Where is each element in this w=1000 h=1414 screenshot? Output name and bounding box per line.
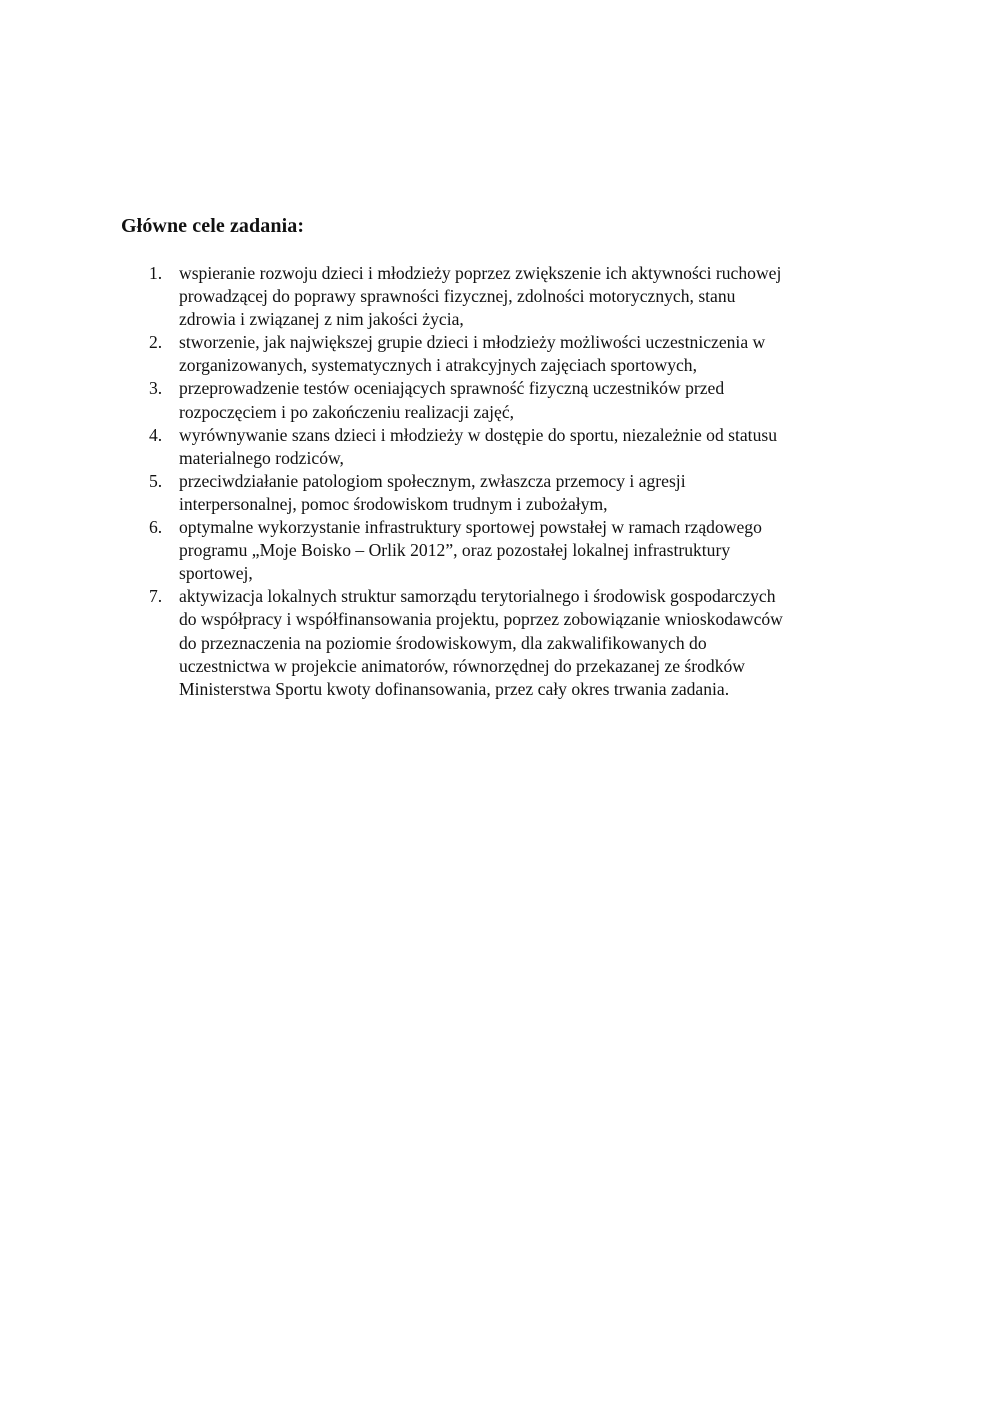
list-item-goal-7 — [146, 585, 886, 700]
list-item-goal-5 — [146, 470, 886, 516]
list-item-text-line: rozpoczęciem i po zakończeniu realizacji zajęć, — [179, 401, 515, 422]
list-item-goal-2 — [146, 331, 886, 377]
list-item-goal-6 — [146, 516, 886, 585]
list-item-text-line: interpersonalnej, pomoc środowiskom trudnym i zubożałym, — [179, 493, 608, 514]
list-item-text-line: przeprowadzenie testów oceniających sprawność fizyczną uczestników przed — [179, 378, 725, 399]
list-item-text-line: do przeznaczenia na poziomie środowiskowym, dla zakwalifikowanych do — [179, 632, 707, 653]
list-number: 5. — [149, 470, 163, 491]
list-item-text-line: zdrowia i związanej z nim jakości życia, — [179, 309, 464, 330]
list-item-text-line: wyrównywanie szans dzieci i młodzieży w dostępie do sportu, niezależnie od statusu — [179, 424, 778, 445]
list-number: 4. — [149, 424, 163, 445]
list-item-text-line: sportowej, — [179, 563, 253, 584]
list-number: 1. — [149, 263, 163, 283]
list-item-text-line: stworzenie, jak największej grupie dzieci i młodzieży możliwości uczestniczenia w — [179, 332, 766, 353]
list-item-text-line: prowadzącej do poprawy sprawności fizycznej, zdolności motorycznych, stanu — [179, 286, 736, 307]
list-number: 7. — [149, 586, 163, 607]
list-item-text-line: materialnego rodziców, — [179, 447, 344, 468]
list-item-goal-3 — [146, 377, 886, 423]
list-item-text-line: zorganizowanych, systematycznych i atrakcyjnych zajęciach sportowych, — [179, 355, 697, 376]
list-item-text-line: wspieranie rozwoju dzieci i młodzieży poprzez zwiększenie ich aktywności ruchowej — [179, 263, 782, 283]
list-number: 3. — [149, 378, 163, 399]
page-heading: Główne cele zadania: — [121, 215, 305, 237]
list-number: 6. — [149, 517, 163, 538]
list-item-text-line: przeciwdziałanie patologiom społecznym, zwłaszcza przemocy i agresji — [179, 470, 686, 491]
list-item-text-line: Ministerstwa Sportu kwoty dofinansowania, przez cały okres trwania zadania. — [179, 678, 730, 699]
list-item-text-line: uczestnictwa w projekcie animatorów, równorzędnej do przekazanej ze środków — [179, 655, 746, 676]
list-item-text-line: programu „Moje Boisko – Orlik 2012”, oraz pozostałej lokalnej infrastruktury — [179, 540, 731, 561]
list-item-goal-1 — [146, 262, 886, 331]
list-item-text-line: do współpracy i współfinansowania projektu, poprzez zobowiązanie wnioskodawców — [179, 609, 783, 630]
list-item-text-line: optymalne wykorzystanie infrastruktury sportowej powstałej w ramach rządowego — [179, 517, 762, 538]
list-item-text-line: aktywizacja lokalnych struktur samorządu terytorialnego i środowisk gospodarczych — [179, 586, 776, 607]
list-number: 2. — [149, 332, 163, 353]
goals-list — [146, 262, 886, 701]
list-item-goal-4 — [146, 424, 886, 470]
